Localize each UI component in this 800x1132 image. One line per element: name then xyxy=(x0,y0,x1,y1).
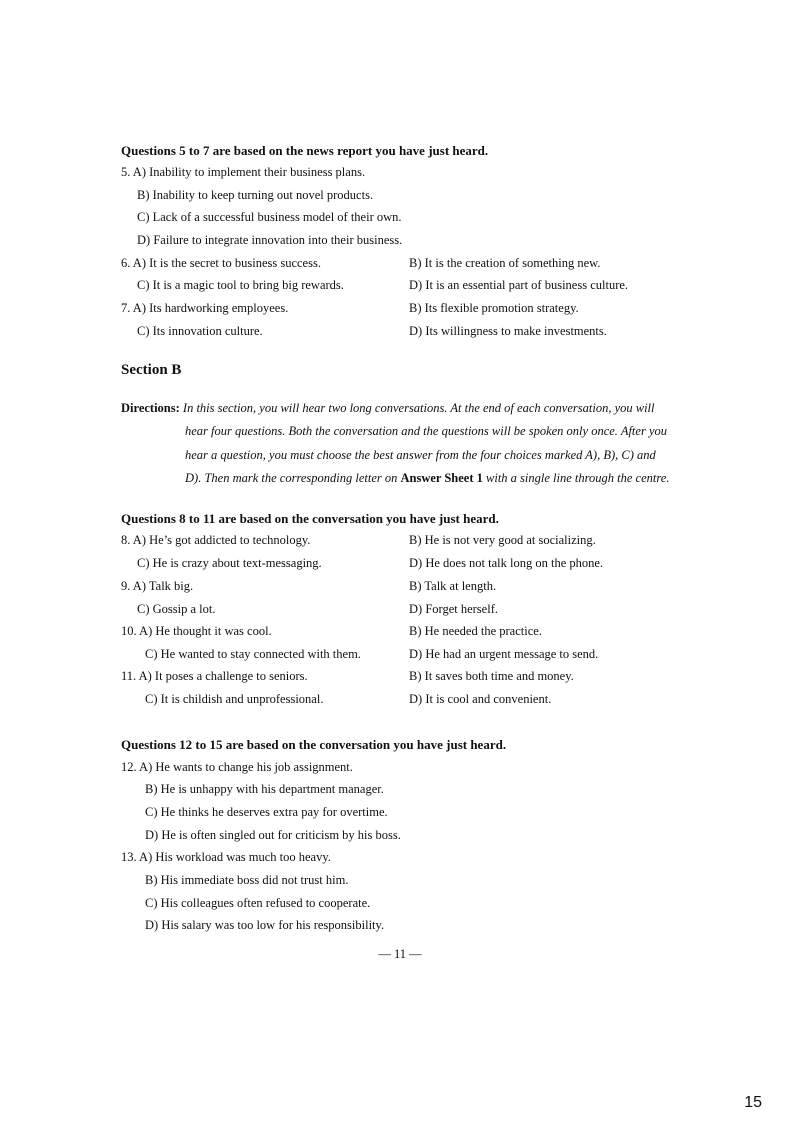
page-number: 15 xyxy=(744,1094,762,1111)
directions-text: D). Then mark the corresponding letter on xyxy=(185,470,398,485)
option-line: D) It is cool and convenient. xyxy=(409,692,552,706)
option-line: D) Its willingness to make investments. xyxy=(409,324,607,338)
option-line: 10. A) He thought it was cool. xyxy=(121,624,272,638)
option-line: B) Its flexible promotion strategy. xyxy=(409,301,579,315)
option-line: B) He is unhappy with his department manager. xyxy=(145,782,384,796)
option-line: B) Talk at length. xyxy=(409,579,497,593)
page-footer-label: — 11 — xyxy=(378,947,422,961)
option-line: B) His immediate boss did not trust him. xyxy=(145,873,349,887)
option-line: C) It is a magic tool to bring big rewards. xyxy=(137,278,344,292)
option-line: D) He does not talk long on the phone. xyxy=(409,556,604,570)
option-line: 6. A) It is the secret to business success. xyxy=(121,256,321,270)
option-line: 11. A) It poses a challenge to seniors. xyxy=(121,669,308,683)
option-line: B) He needed the practice. xyxy=(409,624,542,638)
option-line: D) He had an urgent message to send. xyxy=(409,647,599,661)
option-line: D) It is an essential part of business culture. xyxy=(409,278,629,292)
option-line: C) It is childish and unprofessional. xyxy=(145,692,324,706)
directions-text: hear a question, you must choose the best answer from the four choices marked A), B), C) and xyxy=(185,447,656,462)
option-line: 7. A) Its hardworking employees. xyxy=(121,301,289,315)
directions-label: Directions: xyxy=(121,401,180,415)
option-line: C) He is crazy about text-messaging. xyxy=(137,556,322,570)
option-line: 5. A) Inability to implement their business plans. xyxy=(121,165,366,179)
option-line: D) His salary was too low for his responsibility. xyxy=(145,918,385,932)
section-title: Section B xyxy=(121,362,182,378)
directions-text: hear four questions. Both the conversation and the questions will be spoken only once. After you xyxy=(185,424,667,439)
option-line: B) He is not very good at socializing. xyxy=(409,533,596,547)
option-line: C) Lack of a successful business model of their own. xyxy=(137,210,402,224)
option-line: 8. A) He’s got addicted to technology. xyxy=(121,533,311,547)
option-line: 9. A) Talk big. xyxy=(121,579,194,593)
answer-sheet-label: Answer Sheet 1 xyxy=(400,470,483,485)
option-line: B) It is the creation of something new. xyxy=(409,256,601,270)
option-line: C) Gossip a lot. xyxy=(137,602,216,616)
group-heading-12-15: Questions 12 to 15 are based on the conversation you have just heard. xyxy=(121,737,507,752)
group-heading-5-7: Questions 5 to 7 are based on the news report you have just heard. xyxy=(121,143,489,158)
option-line: C) He wanted to stay connected with them. xyxy=(145,647,361,661)
option-line: C) Its innovation culture. xyxy=(137,324,263,338)
option-line: C) His colleagues often refused to cooperate. xyxy=(145,896,371,910)
option-line: 13. A) His workload was much too heavy. xyxy=(121,850,331,864)
directions-block xyxy=(121,397,681,490)
option-line: D) Forget herself. xyxy=(409,602,498,616)
group-heading-8-11: Questions 8 to 11 are based on the conversation you have just heard. xyxy=(121,511,499,526)
option-line: C) He thinks he deserves extra pay for overtime. xyxy=(145,805,388,819)
directions-text: In this section, you will hear two long conversations. At the end of each conversation, you will xyxy=(182,401,655,415)
option-line: 12. A) He wants to change his job assignment. xyxy=(121,760,353,774)
option-line: B) Inability to keep turning out novel products. xyxy=(137,188,374,202)
option-line: B) It saves both time and money. xyxy=(409,669,574,683)
directions-text: with a single line through the centre. xyxy=(486,470,670,485)
option-line: D) He is often singled out for criticism by his boss. xyxy=(145,828,401,842)
option-line: D) Failure to integrate innovation into their business. xyxy=(137,233,403,247)
